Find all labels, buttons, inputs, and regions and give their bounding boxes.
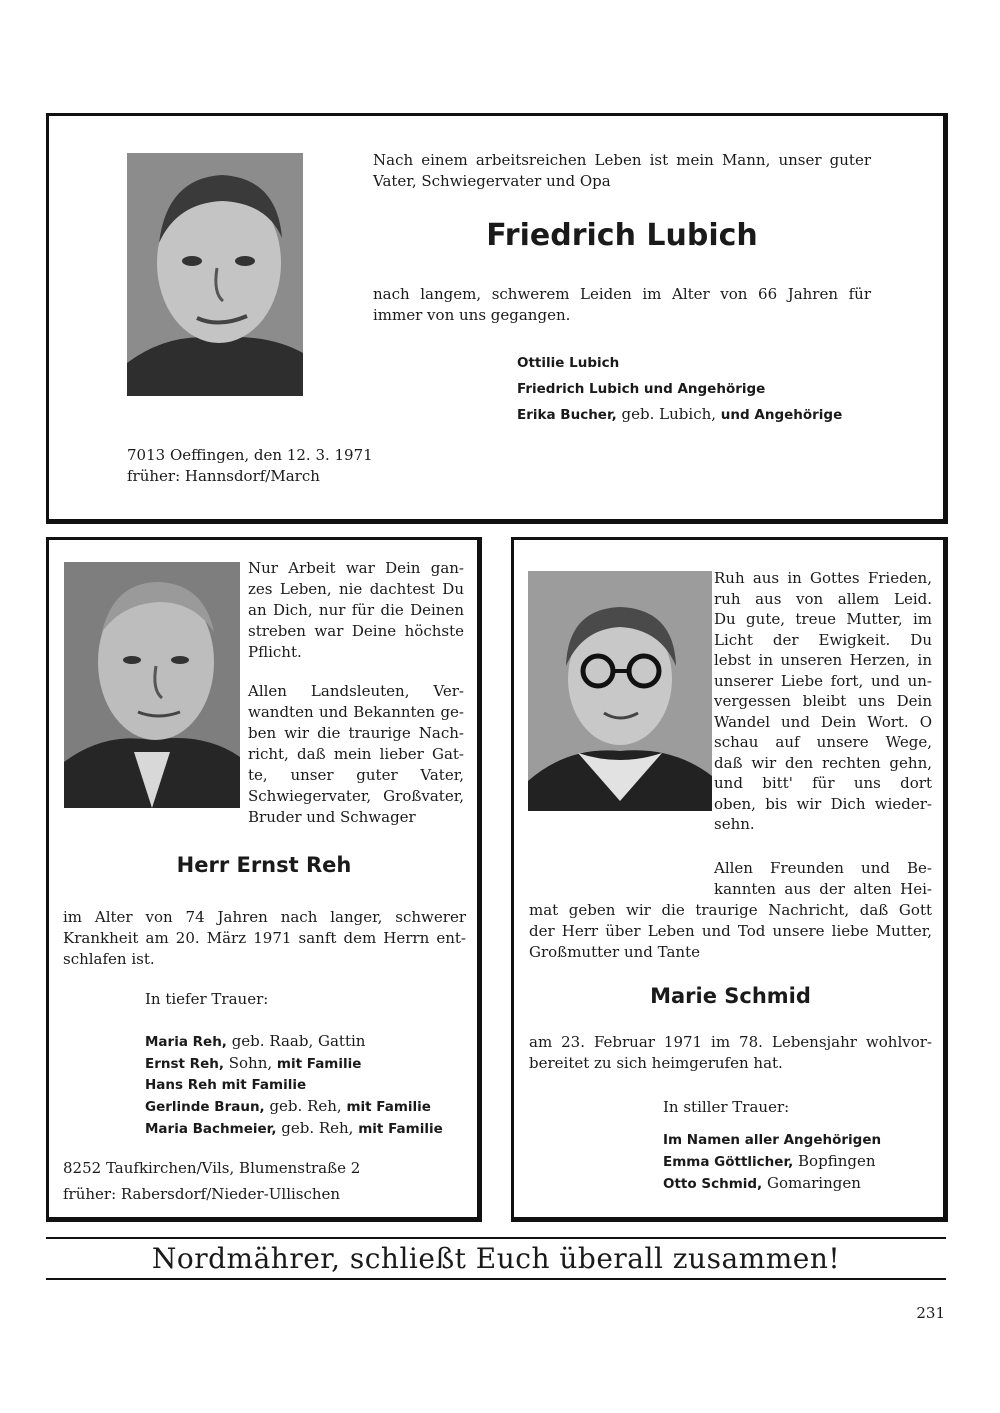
poem-line: vergessen bleibt uns Dein	[714, 692, 932, 710]
intro-line: Nach einem arbeitsreichen Leben ist mein Mann, unser guter	[373, 151, 871, 169]
deceased-name: Marie Schmid	[650, 984, 811, 1008]
paragraph-line: Allen Freunden und Be-	[714, 859, 932, 877]
death-text	[373, 284, 871, 326]
mourner: Gerlinde Braun, geb. Reh, mit Familie	[145, 1097, 431, 1115]
paragraph-line: mat geben wir die traurige Nachricht, daß Gott	[529, 901, 932, 919]
death-text-line: immer von uns gegangen.	[373, 306, 571, 324]
poem	[714, 568, 932, 835]
portrait-photo-friedrich-lubich	[127, 153, 303, 396]
mourners-list	[145, 1031, 443, 1140]
announcement-paragraph-cont	[529, 900, 932, 963]
address-line: 8252 Taufkirchen/Vils, Blumenstraße 2	[63, 1159, 361, 1177]
death-text-line: schlafen ist.	[63, 950, 155, 968]
paragraph-line: wandten und Bekannten ge-	[248, 703, 464, 721]
slogan: Nordmährer, schließt Euch überall zusammen!	[151, 1242, 841, 1275]
place-date	[127, 445, 373, 487]
mourner: Ottilie Lubich	[517, 355, 620, 371]
poem-line: daß wir den rechten gehn,	[714, 753, 932, 772]
death-text-line: bereitet zu sich heimgerufen hat.	[529, 1054, 783, 1072]
former-residence: früher: Hannsdorf/March	[127, 467, 320, 485]
poem-line: Du gute, treue Mutter, im	[714, 610, 932, 628]
poem	[248, 558, 464, 663]
mourner: Ernst Reh, Sohn, mit Familie	[145, 1054, 362, 1072]
paragraph-line: richt, daß mein lieber Gat-	[248, 745, 464, 763]
mourners-list	[663, 1130, 881, 1195]
mourner: Maria Reh, geb. Raab, Gattin	[145, 1032, 366, 1050]
address	[63, 1155, 360, 1207]
portrait-man-icon	[64, 562, 240, 808]
paragraph-line: der Herr über Leben und Tod unsere liebe Mutter,	[529, 922, 932, 940]
paragraph-line: Bruder und Schwager	[248, 808, 416, 826]
paragraph-line: te, unser guter Vater,	[248, 766, 464, 784]
place-date-line: 7013 Oeffingen, den 12. 3. 1971	[127, 446, 373, 464]
intro-line: Vater, Schwiegervater und Opa	[373, 172, 611, 190]
death-text-line: Krankheit am 20. März 1971 sanft dem Herrn ent-	[63, 929, 466, 947]
mourner: Friedrich Lubich und Angehörige	[517, 381, 766, 397]
death-text-line: im Alter von 74 Jahren nach langer, schwerer	[63, 908, 466, 926]
death-text	[529, 1032, 932, 1074]
poem-line: Nur Arbeit war Dein gan-	[248, 559, 464, 577]
mourner: Hans Reh mit Familie	[145, 1077, 307, 1093]
poem-line: Licht der Ewigkeit. Du	[714, 630, 932, 649]
poem-line: oben, bis wir Dich wieder-	[714, 794, 932, 813]
mourner: Emma Göttlicher, Bopfingen	[663, 1152, 876, 1170]
paragraph-line: Allen Landsleuten, Ver-	[248, 682, 464, 700]
mourning-heading: In tiefer Trauer:	[145, 990, 269, 1008]
deceased-name: Friedrich Lubich	[486, 218, 758, 253]
paragraph-line: Schwiegervater, Großvater,	[248, 787, 464, 805]
mourner: Erika Bucher, geb. Lubich, und Angehörige	[517, 405, 843, 423]
poem-line: ruh aus von allem Leid.	[714, 589, 932, 608]
death-text-line: am 23. Februar 1971 im 78. Lebensjahr wohlvor-	[529, 1033, 932, 1051]
poem-line: Pflicht.	[248, 643, 302, 661]
poem-line: und bitt' für uns dort	[714, 774, 932, 792]
poem-line: an Dich, nur für die Deinen	[248, 601, 464, 619]
mourners-list	[517, 350, 842, 428]
poem-line: Wandel und Dein Wort. O	[714, 712, 932, 731]
former-residence: früher: Rabersdorf/Nieder-Ullischen	[63, 1185, 341, 1203]
poem-line: streben war Deine höchste	[248, 622, 464, 640]
deceased-name: Herr Ernst Reh	[176, 853, 352, 877]
portrait-photo-ernst-reh	[64, 562, 240, 808]
poem-line: zes Leben, nie dachtest Du	[248, 580, 464, 598]
page-number: 231	[916, 1304, 945, 1322]
paragraph-line: Großmutter und Tante	[529, 943, 700, 961]
mourner: Maria Bachmeier, geb. Reh, mit Familie	[145, 1119, 443, 1137]
mourner: Im Namen aller Angehörigen	[663, 1132, 882, 1148]
poem-line: schau auf unsere Wege,	[714, 733, 932, 751]
poem-line: lebst in unseren Herzen, in	[714, 651, 932, 669]
poem-line: Ruh aus in Gottes Frieden,	[714, 569, 932, 587]
portrait-photo-marie-schmid	[528, 571, 712, 811]
slogan-rule-bottom	[46, 1278, 946, 1280]
portrait-woman-icon	[528, 571, 712, 811]
mourner: Otto Schmid, Gomaringen	[663, 1174, 861, 1192]
intro-text	[373, 150, 871, 192]
announcement-paragraph	[248, 681, 464, 828]
mourning-heading: In stiller Trauer:	[663, 1098, 790, 1116]
paragraph-line: kannten aus der alten Hei-	[714, 880, 932, 898]
death-text	[63, 907, 466, 970]
paragraph-line: ben wir die traurige Nach-	[248, 724, 464, 742]
poem-line: sehn.	[714, 815, 755, 833]
announcement-paragraph	[714, 858, 932, 900]
portrait-man-icon	[127, 153, 303, 396]
poem-line: unserer Liebe fort, und un-	[714, 671, 932, 690]
death-text-line: nach langem, schwerem Leiden im Alter von 66 Jahren für	[373, 285, 871, 303]
